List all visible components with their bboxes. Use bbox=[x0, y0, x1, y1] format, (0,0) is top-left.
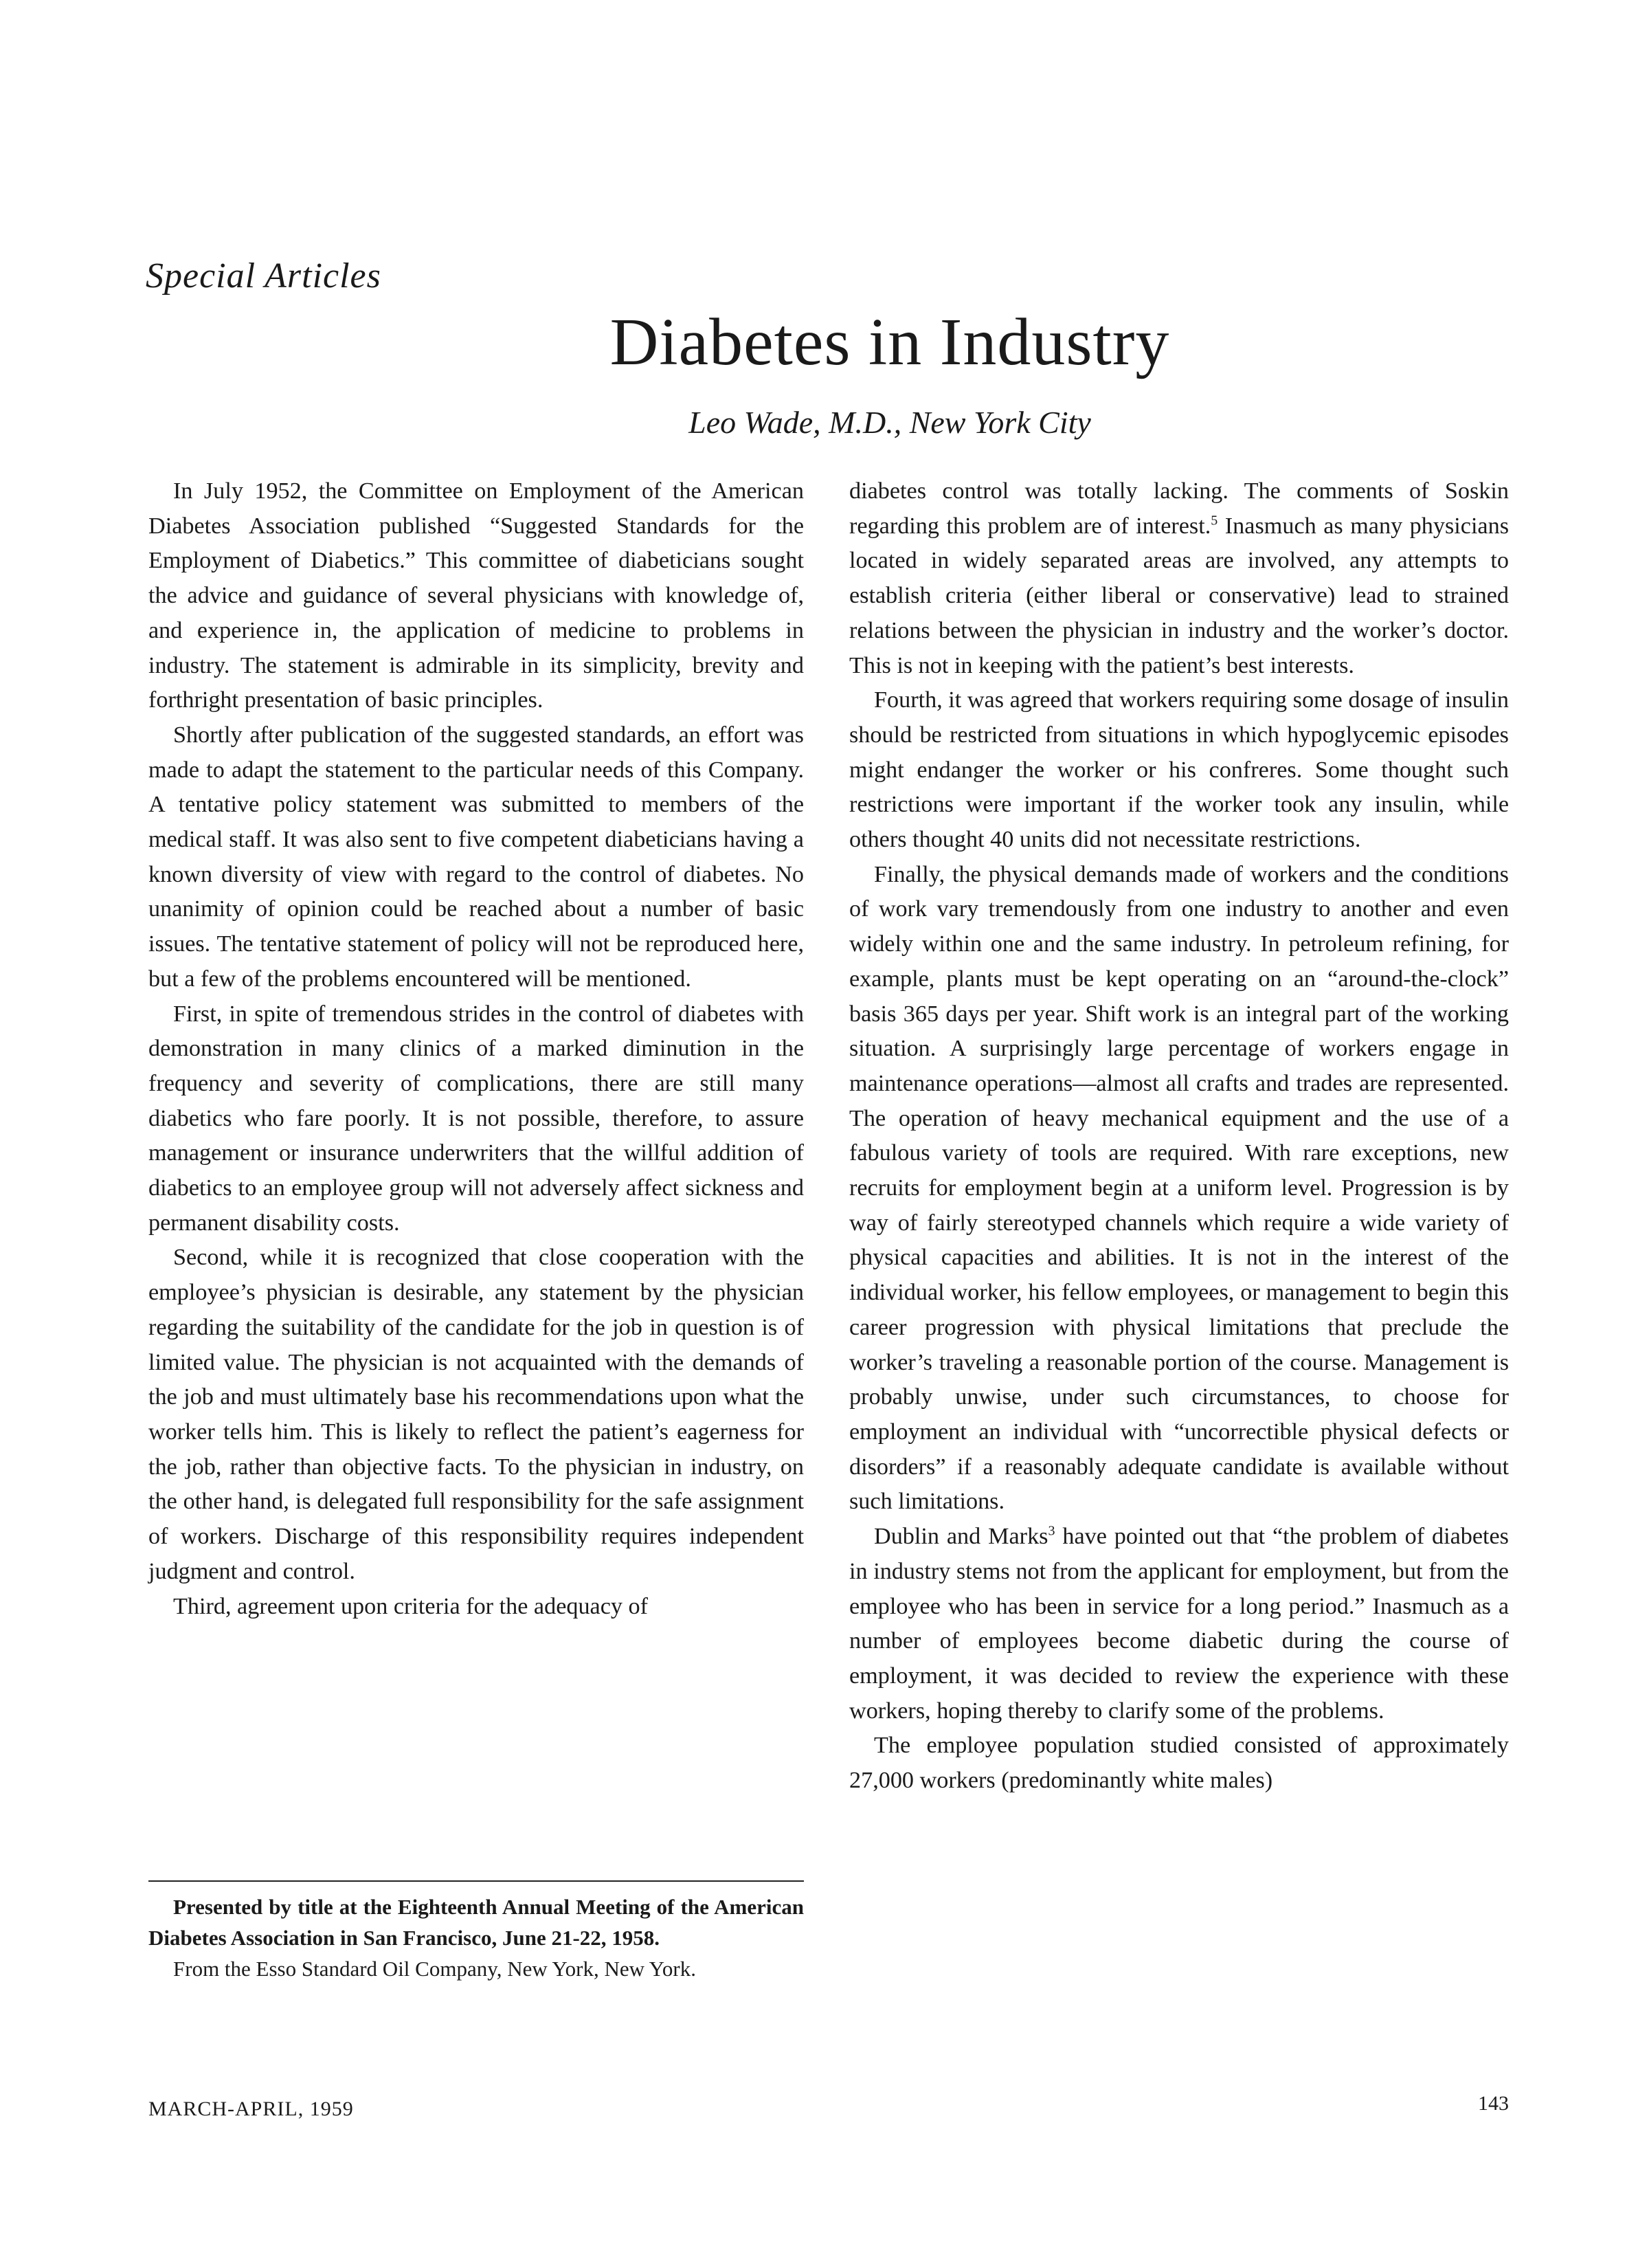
reference-marker: 5 bbox=[1211, 513, 1218, 529]
paragraph: Fourth, it was agreed that workers requiring some dosage of insulin should be restricted from situations in which hypoglycemic episodes might endanger the worker or his confreres. Some thought such restrictions were important if the worker took any insulin, while others thought 40 units did not necessitate restrictions. bbox=[849, 687, 1509, 853]
author-byline: Leo Wade, M.D., New York City bbox=[688, 405, 1091, 440]
paragraph: Second, while it is recognized that close cooperation with the employee’s physician is desirable, any statement by the physician regarding the suitability of the candidate for the job in question is of limited value. The physician is not acquainted with the demands of the job and must ultimately base his recommendations upon what the worker tells him. This is likely to reflect the patient’s eagerness for the job, rather than objective facts. To the physician in industry, on the other hand, is delegated full responsibility for the safe assignment of workers. Discharge of this responsibility requires independent judgment and control. bbox=[148, 1245, 804, 1584]
issue-date: MARCH-APRIL, 1959 bbox=[148, 2098, 354, 2120]
paragraph: Finally, the physical demands made of workers and the conditions of work vary tremendously from one industry to another and even widely within one and the same industry. In petroleum refining, for example, plants must be kept operating on an “around-the-clock” basis 365 days per year. Shift work is an integral part of the working situation. A surprisingly large percentage of workers engage in maintenance operations—almost all crafts and trades are represented. The operation of heavy mechanical equipment and the use of a fabulous variety of tools are required. With rare exceptions, new recruits for employment begin at a uniform level. Progression is by way of fairly stereotyped channels which require a wide variety of physical capacities and abilities. It is not in the interest of the individual worker, his fellow employees, or management to begin this career progression with physical limitations that preclude the worker’s traveling a reasonable portion of the course. Management is probably unwise, under such circumstances, to choose for employment an individual with “uncorrectible physical defects or disorders” if a reasonably adequate candidate is available without such limitations. bbox=[849, 861, 1509, 1515]
footnote-divider bbox=[148, 1880, 804, 1882]
article-title: Diabetes in Industry bbox=[609, 305, 1170, 379]
paragraph-text: diabetes control was totally lacking. The comments of Soskin regarding this problem are of interest. bbox=[849, 478, 1509, 539]
paragraph-text: Dublin and Marks bbox=[874, 1524, 1048, 1550]
right-column bbox=[849, 474, 1509, 2082]
paragraph: Shortly after publication of the suggested standards, an effort was made to adapt the statement to the particular needs of this Company. A tentative policy statement was submitted to members of the medical staff. It was also sent to five competent diabeticians having a known diversity of view with regard to the control of diabetes. No unanimity of opinion could be reached about a number of basic issues. The tentative statement of policy will not be reproduced here, but a few of the problems encountered will be mentioned. bbox=[148, 722, 804, 992]
page-number: 143 bbox=[1478, 2092, 1509, 2115]
left-column bbox=[148, 474, 804, 1856]
paragraph: In July 1952, the Committee on Employment of the American Diabetes Association published “Suggested Standards for the Employment of Diabetics.” This committee of diabeticians sought the advice and guidance of several physicians with knowledge of, and experience in, the application of medicine to problems in industry. The statement is admirable in its simplicity, brevity and forthright presentation of basic principles. bbox=[148, 478, 804, 713]
section-label: Special Articles bbox=[146, 256, 381, 296]
paragraph bbox=[849, 1520, 1509, 1728]
paragraph: First, in spite of tremendous strides in the control of diabetes with demonstration in many clinics of a marked diminution in the frequency and severity of complications, there are still many diabetics who fare poorly. It is not possible, therefore, to assure management or insurance underwriters that the willful addition of diabetics to an employee group will not adversely affect sickness and permanent disability costs. bbox=[148, 1001, 804, 1236]
paragraph: The employee population studied consisted of approximately 27,000 workers (predominantly white males) bbox=[849, 1733, 1509, 1794]
paragraph-text: Inasmuch as many physicians located in widely separated areas are involved, any attempts to establish criteria (either liberal or conservative) lead to strained relations between the physician in industry and the worker’s doctor. This is not in keeping with the patient’s best interests. bbox=[849, 513, 1510, 678]
footnote bbox=[148, 1891, 804, 1984]
footnote-presented: Presented by title at the Eighteenth Annual Meeting of the American Diabetes Association in San Francisco, June 21-22, 1958. bbox=[148, 1895, 804, 1950]
reference-marker: 3 bbox=[1048, 1523, 1055, 1539]
footnote-affiliation: From the Esso Standard Oil Company, New York, New York. bbox=[173, 1957, 696, 1981]
paragraph-text: have pointed out that “the problem of diabetes in industry stems not from the applicant for employment, but from the employee who has been in service for a long period.” Inasmuch as a number of employees become diabetic during the course of employment, it was decided to review the experience with these workers, hoping thereby to clarify some of the problems. bbox=[849, 1524, 1509, 1724]
paragraph bbox=[849, 474, 1509, 683]
paragraph: Third, agreement upon criteria for the adequacy of bbox=[173, 1593, 649, 1619]
